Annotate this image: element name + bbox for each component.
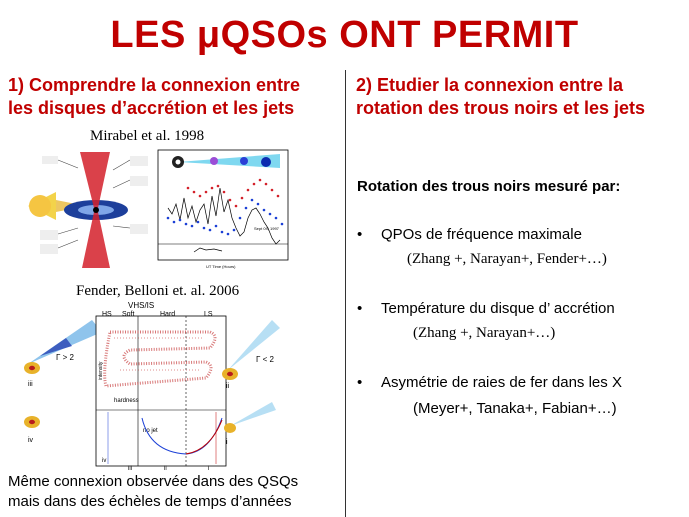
right-heading xyxy=(356,74,686,120)
bottom-note xyxy=(8,472,343,512)
column-divider xyxy=(345,70,346,517)
hid-diagram xyxy=(96,302,226,470)
vhs-label: VHS/IS xyxy=(128,302,155,310)
left-heading xyxy=(8,74,338,120)
bullet-dot: • xyxy=(357,374,363,391)
light-curve-panel xyxy=(158,150,288,269)
left-jet-illustrations xyxy=(24,320,102,444)
roman-ii-right: ii xyxy=(226,383,230,390)
y-axis-label: intensity xyxy=(98,361,104,380)
bullet-ref-iron-lines: (Meyer+, Tanaka+, Fabian+…) xyxy=(413,400,617,417)
bottom-note-line2: mais dans des échèles de temps d’années xyxy=(8,493,292,510)
bullet-ref-qpo: (Zhang +, Narayan+, Fender+…) xyxy=(407,251,607,267)
bullet-ref-temperature: (Zhang +, Narayan+…) xyxy=(413,325,556,341)
date-label: Sept 09, 1997 xyxy=(254,226,279,231)
slide-title: LES μQSOs ONT PERMIT xyxy=(110,14,579,56)
bullet-dot: • xyxy=(357,300,363,317)
axis-i: i xyxy=(208,466,210,470)
bullet-dot: • xyxy=(357,226,363,243)
right-jet-illustrations xyxy=(222,320,280,446)
citation-fender: Fender, Belloni et. al. 2006 xyxy=(76,283,240,299)
left-heading-line2: les disques d’accrétion et les jets xyxy=(8,98,295,118)
hs-label: HS xyxy=(102,311,112,318)
axis-iii: iii xyxy=(128,466,132,470)
x-axis-label-hardness: hardness xyxy=(114,398,139,404)
roman-i-right: i xyxy=(226,439,228,446)
axis-ii: ii xyxy=(164,466,167,470)
figure-mirabel xyxy=(18,148,343,270)
no-jet-label: no jet xyxy=(143,428,158,434)
roman-iii-left: iii xyxy=(28,381,33,388)
right-heading-line2: rotation des trous noirs et les jets xyxy=(356,98,646,118)
left-heading-line1: 1) Comprendre la connexion entre xyxy=(8,75,301,95)
figure-fender xyxy=(10,302,340,470)
soft-label: Soft xyxy=(122,311,135,318)
bullet-text: Température du disque d’ accrétion xyxy=(381,300,615,317)
roman-iv-left: iv xyxy=(28,437,34,444)
gamma-right-label: Γ < 2 xyxy=(256,355,274,364)
bullet-text: QPOs de fréquence maximale xyxy=(381,226,582,243)
bullet-text: Asymétrie de raies de fer dans les X xyxy=(381,374,622,391)
rotation-subheading: Rotation des trous noirs mesuré par: xyxy=(357,178,621,195)
bottom-note-line1: Même connexion observée dans des QSQs xyxy=(8,473,299,490)
axis-iv: iv xyxy=(102,458,107,464)
right-heading-line1: 2) Etudier la connexion entre la xyxy=(356,75,624,95)
citation-mirabel: Mirabel et al. 1998 xyxy=(90,128,205,144)
gamma-left-label: Γ > 2 xyxy=(56,353,74,362)
microquasar-schematic xyxy=(28,152,148,268)
x-axis-label: UT Time (Hours) xyxy=(206,264,236,269)
hard-label: Hard xyxy=(160,311,176,318)
ls-label: LS xyxy=(204,311,213,318)
